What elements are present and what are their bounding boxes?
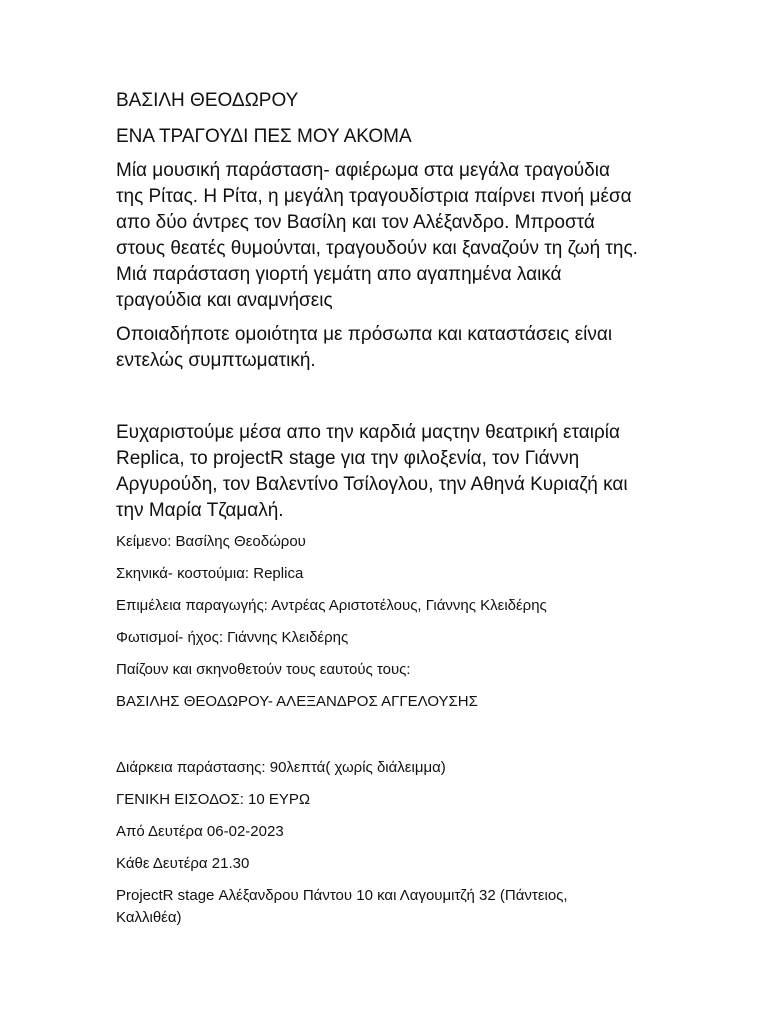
description-line: απο δύο άντρες τον Βασίλη και τον Αλέξανδρο. Μπροστά [116,212,595,233]
author-heading: ΒΑΣΙΛΗ ΘΕΟΔΩΡΟΥ [116,90,299,111]
info-duration: Διάρκεια παράστασης: 90λεπτά( χωρίς διάλειμμα) [116,759,446,776]
show-title: ΕΝΑ ΤΡΑΓΟΥΔΙ ΠΕΣ ΜΟΥ ΑΚΟΜΑ [116,126,412,147]
disclaimer-paragraph [116,322,676,374]
disclaimer-line: Οποιαδήποτε ομοιότητα με πρόσωπα και καταστάσεις είναι [116,324,613,345]
info-start-date: Από Δευτέρα 06-02-2023 [116,823,284,840]
info-venue-continued: Καλλιθέα) [116,909,182,926]
disclaimer-line: εντελώς συμπτωματική. [116,350,316,371]
description-line: τραγούδια και αναμνήσεις [116,290,333,311]
thanks-paragraph [116,420,676,524]
info-venue: ProjectR stage Αλέξανδρου Πάντου 10 και Λαγουμιτζή 32 (Πάντειος, [116,887,568,904]
description-line: Μιά παράσταση γιορτή γεμάτη απο αγαπημένα λαικά [116,264,562,285]
thanks-line: Replica, το projectR stage για την φιλοξενία, τον Γιάννη [116,448,580,469]
info-schedule: Κάθε Δευτέρα 21.30 [116,855,250,872]
credit-sets-costumes: Σκηνικά- κοστούμια: Replica [116,565,304,582]
description-line: στους θεατές θυμούνται, τραγουδούν και ξαναζούν τη ζωή της. [116,238,638,259]
credit-performers-intro: Παίζουν και σκηνοθετούν τους εαυτούς τους: [116,661,411,678]
thanks-line: την Μαρία Τζαμαλή. [116,500,284,521]
info-admission: ΓΕΝΙΚΗ ΕΙΣΟΔΟΣ: 10 ΕΥΡΩ [116,791,311,808]
description-line: Μία μουσική παράσταση- αφιέρωμα στα μεγάλα τραγούδια [116,160,610,181]
credit-text: Κείμενο: Βασίλης Θεοδώρου [116,533,306,550]
description-line: της Ρίτας. Η Ρίτα, η μεγάλη τραγουδίστρια παίρνει πνοή μέσα [116,186,632,207]
thanks-line: Ευχαριστούμε μέσα απο την καρδιά μαςτην θεατρική εταιρία [116,422,620,443]
credit-performers: ΒΑΣΙΛΗΣ ΘΕΟΔΩΡΟΥ- ΑΛΕΞΑΝΔΡΟΣ ΑΓΓΕΛΟΥΣΗΣ [116,693,478,710]
description-paragraph [116,158,676,314]
credit-production: Επιμέλεια παραγωγής: Αντρέας Αριστοτέλους, Γιάννης Κλειδέρης [116,597,547,614]
thanks-line: Αργυρούδη, τον Βαλεντίνο Τσίλογλου, την Αθηνά Κυριαζή και [116,474,628,495]
credit-lighting-sound: Φωτισμοί- ήχος: Γιάννης Κλειδέρης [116,629,349,646]
